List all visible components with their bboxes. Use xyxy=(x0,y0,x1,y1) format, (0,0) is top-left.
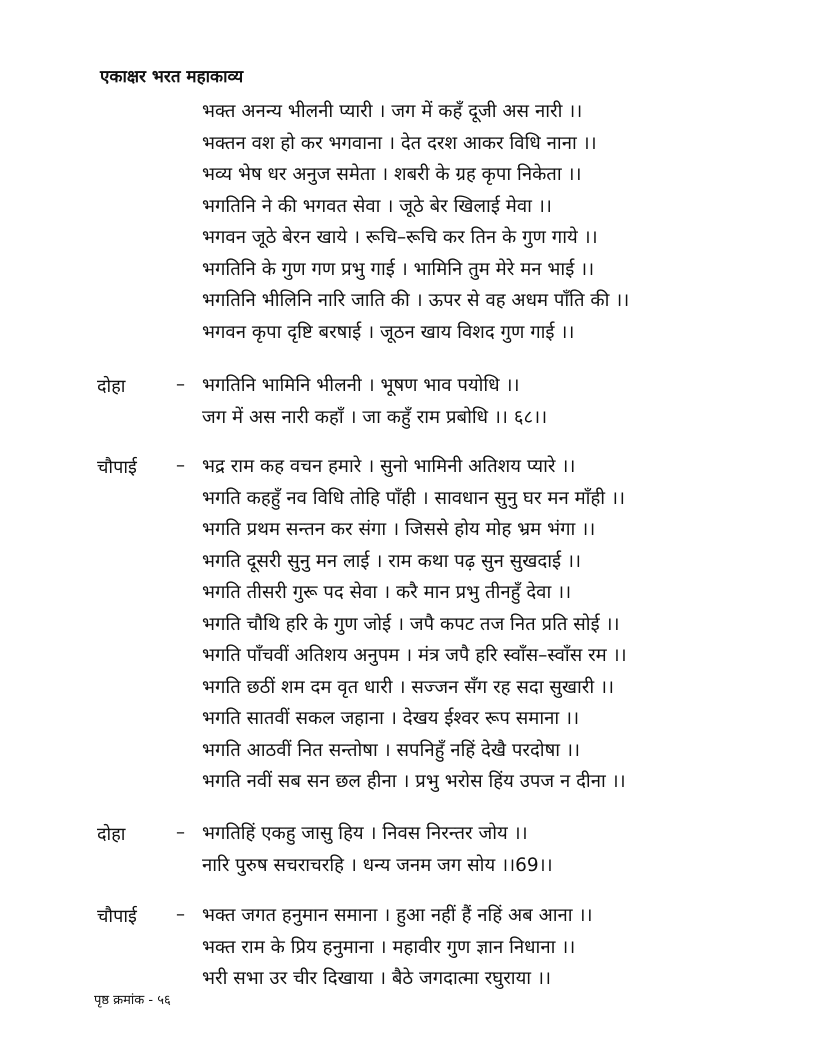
verse-line: भगतिनि भामिनि भीलनी । भूषण भाव पयोधि ।। xyxy=(202,375,520,396)
label-dash: – xyxy=(176,822,185,843)
verse-type-label: चौपाई xyxy=(97,457,137,478)
verse-type-label: दोहा xyxy=(97,824,126,845)
label-dash: – xyxy=(176,374,185,395)
verse-line: भगवन कृपा दृष्टि बरषाई । जूठन खाय विशद गुण गाई ।। xyxy=(202,321,575,343)
verse-type-label: दोहा xyxy=(97,376,126,397)
page-header: एकाक्षर भरत महाकाव्य xyxy=(100,67,244,87)
label-dash: – xyxy=(176,455,185,476)
verse-line: भगति पाँचवीं अतिशय अनुपम । मंत्र जपै हरि स्वाँस–स्वाँस रम ।। xyxy=(202,645,627,666)
verse-line: भगति तीसरी गुरू पद सेवा । करै मान प्रभु तीनहुँ देवा ।। xyxy=(202,582,572,603)
label-dash: – xyxy=(176,904,185,925)
verse-line: भगति सातवीं सकल जहाना । देखय ईश्वर रूप समाना ।। xyxy=(202,708,580,729)
page-number: पृष्ठ क्रमांक - ५६ xyxy=(94,993,171,1008)
verse-type-label: चौपाई xyxy=(97,906,137,927)
verse-line: भगतिनि के गुण गण प्रभु गाई । भामिनि तुम मेरे मन भाई ।। xyxy=(202,258,595,280)
verse-line: भक्त जगत हनुमान समाना । हुआ नहीं हैं नहिं अब आना ।। xyxy=(202,905,593,926)
verse-line: भक्त राम के प्रिय हनुमाना । महावीर गुण ज्ञान निधाना ।। xyxy=(202,936,576,958)
verse-line: भगति आठवीं नित सन्तोषा । सपनिहुँ नहिं देखै परदोषा ।। xyxy=(202,739,580,761)
verse-line: भगति नवीं सब सन छल हीना । प्रभु भरोस हिंय उपज न दीना ।। xyxy=(202,771,626,792)
verse-line: भगति प्रथम सन्तन कर संगा । जिससे होय मोह भ्रम भंगा ।। xyxy=(202,519,596,540)
verse-line: भगति दूसरी सुनु मन लाई । राम कथा पढ़ सुन सुखदाई ।। xyxy=(202,550,581,572)
verse-line: भव्य भेष धर अनुज समेता । शबरी के ग्रह कृपा निकेता ।। xyxy=(202,164,582,185)
verse-line: भगतिहिं एकहु जासु हिय । निवस निरन्तर जोय ।। xyxy=(202,823,528,844)
verse-line: भगति कहहुँ नव विधि तोहि पाँही । सावधान सुनु घर मन माँही ।। xyxy=(202,487,625,509)
verse-line: नारि पुरुष सचराचरहि । धन्य जनम जग सोय ।।69।। xyxy=(202,854,553,876)
verse-line: भगति चौथि हरि के गुण जोई । जपै कपट तज नित प्रति सोई ।। xyxy=(202,613,620,635)
verse-line: भगतिनि ने की भगवत सेवा । जूठे बेर खिलाई मेवा ।। xyxy=(202,195,552,217)
verse-line: भरी सभा उर चीर दिखाया । बैठे जगदात्मा रघुराया ।। xyxy=(202,968,552,989)
verse-line: भक्तन वश हो कर भगवाना । देत दरश आकर विधि नाना ।। xyxy=(202,132,597,154)
verse-line: भक्त अनन्य भीलनी प्यारी । जग में कहँ दूजी अस नारी ।। xyxy=(202,101,583,122)
verse-line: भगतिनि भीलिनि नारि जाति की । ऊपर से वह अधम पाँति की ।। xyxy=(202,290,630,311)
verse-line: भद्र राम कह वचन हमारे । सुनो भामिनी अतिशय प्यारे ।। xyxy=(202,456,576,477)
verse-line: भगवन जूठे बेरन खाये । रूचि–रूचि कर तिन के गुण गाये ।। xyxy=(202,227,598,248)
verse-line: भगति छठीं शम दम वृत धारी । सज्जन सँग रह सदा सुखारी ।। xyxy=(202,676,615,698)
verse-line: जग में अस नारी कहाँ । जा कहुँ राम प्रबोधि ।। ६८।। xyxy=(202,406,548,428)
